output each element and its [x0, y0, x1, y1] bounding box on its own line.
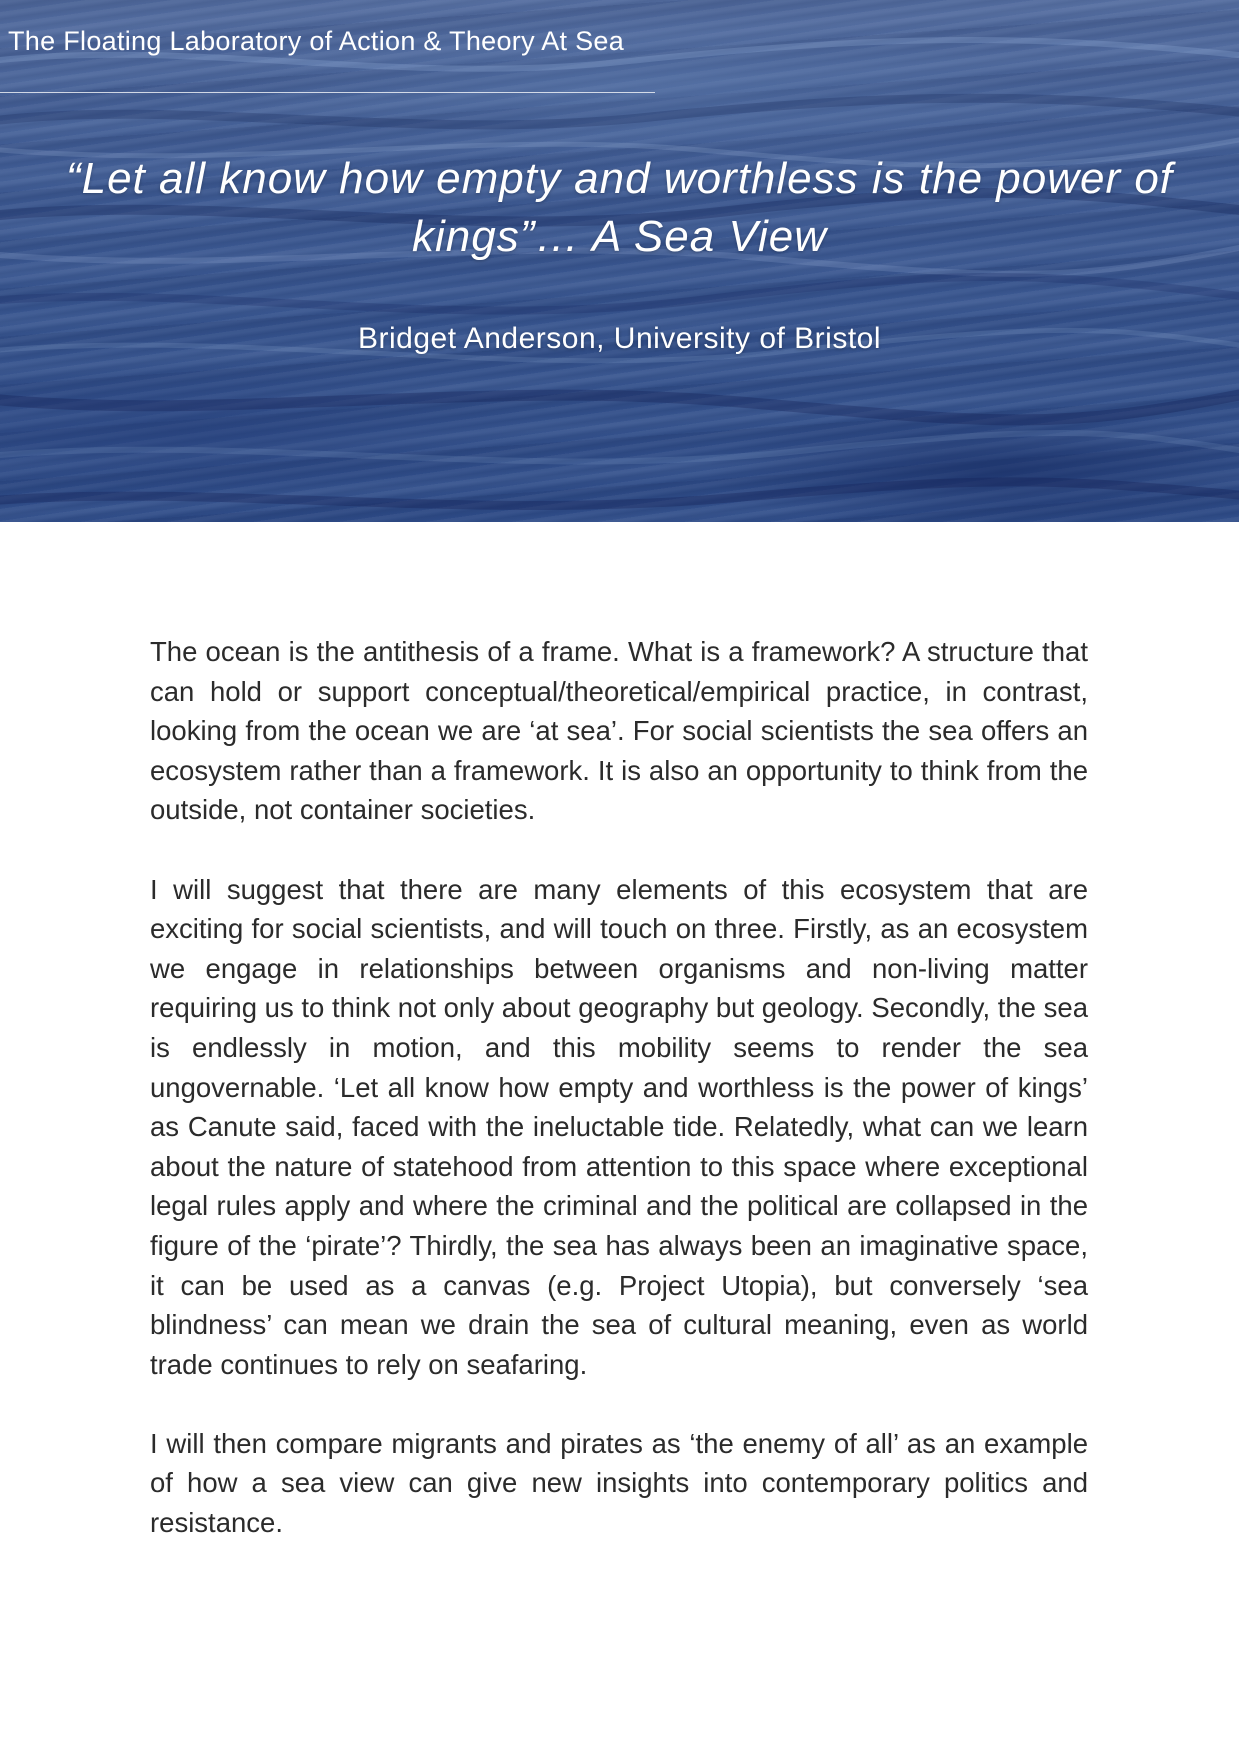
title-line-2: kings”… A Sea View	[412, 212, 827, 261]
paragraph-1: The ocean is the antithesis of a frame. What is a framework? A structure that can hold or support conceptual/theoretical/empirical practice, in contrast, looking from the ocean we are ‘at sea’. For social scientists the sea offers an ecosystem rather than a framework. It is also an opportunity to think from the outside, not container societies.	[150, 636, 1088, 826]
sea-banner-image	[0, 0, 1239, 522]
title-line-1: “Let all know how empty and worthless is the power of	[65, 154, 1174, 203]
paragraph-2: I will suggest that there are many elements of this ecosystem that are exciting for social scientists, and will touch on three. Firstly, as an ecosystem we engage in relationships between organisms and non-living matter requiring us to think not only about geography but geology. Secondly, the sea is endlessly in motion, and this mobility seems to render the sea ungovernable. ‘Let all know how empty and worthless is the power of kings’ as Canute said, faced with the ineluctable tide. Relatedly, what can we learn about the nature of statehood from attention to this space where exceptional legal rules apply and where the criminal and the political are collapsed in the figure of the ‘pirate’? Thirdly, the sea has always been an imaginative space, it can be used as a canvas (e.g. Project Utopia), but conversely ‘sea blindness’ can mean we drain the sea of cultural meaning, even as world trade continues to rely on seafaring.	[150, 873, 1088, 1380]
header-divider	[0, 92, 655, 93]
organization-name: The Floating Laboratory of Action & Theory At Sea	[8, 26, 625, 56]
page-title	[60, 150, 1179, 266]
paragraph-3: I will then compare migrants and pirates as ‘the enemy of all’ as an example of how a sea view can give new insights into contemporary politics and resistance.	[150, 1427, 1088, 1539]
author-affiliation: Bridget Anderson, University of Bristol	[357, 322, 882, 355]
abstract-body	[150, 632, 1088, 1582]
